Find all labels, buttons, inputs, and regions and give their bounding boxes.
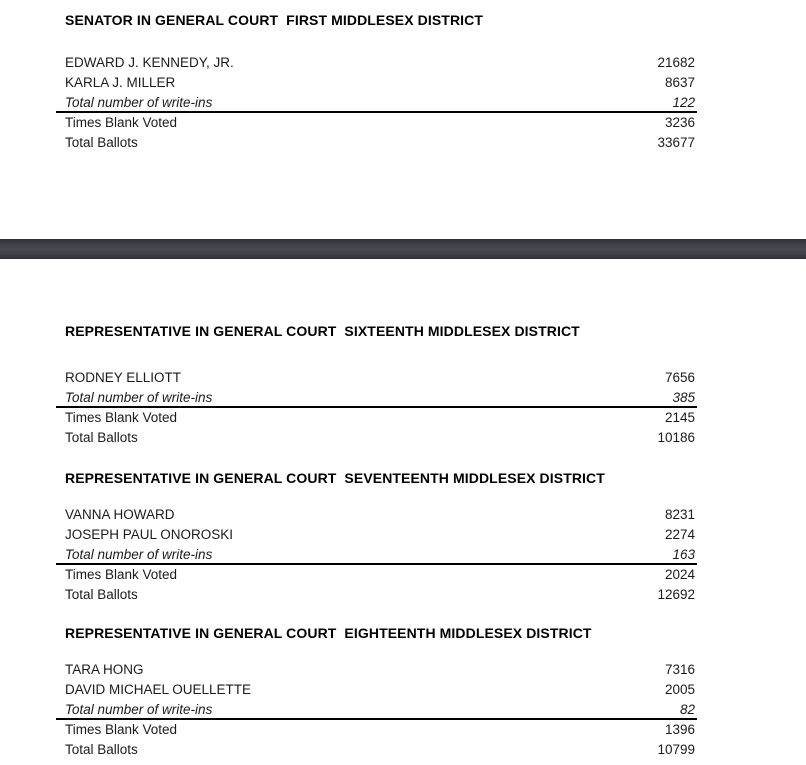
vote-count: 2274 [664, 527, 695, 542]
write-ins-row [56, 93, 697, 113]
candidate-name: JOSEPH PAUL ONOROSKI [65, 527, 234, 542]
pdf-page-1 [0, 0, 806, 239]
page-break-separator [0, 239, 806, 259]
total-ballots-row [56, 133, 697, 153]
total-ballots-label: Total Ballots [65, 587, 138, 602]
vote-count: 7316 [664, 662, 695, 677]
result-row [56, 505, 697, 525]
blank-voted-row [56, 720, 697, 740]
contest-section-senator [56, 0, 697, 153]
vote-count: 163 [672, 547, 695, 562]
total-ballots-row [56, 740, 697, 760]
vote-count: 2145 [664, 410, 695, 425]
candidate-name: EDWARD J. KENNEDY, JR. [65, 55, 234, 70]
contest-title: REPRESENTATIVE IN GENERAL COURT EIGHTEENTH MIDDLESEX DISTRICT [65, 625, 592, 641]
write-ins-row [56, 545, 697, 565]
total-ballots-row [56, 428, 697, 448]
vote-count: 21682 [657, 55, 695, 70]
write-ins-row [56, 700, 697, 720]
write-ins-label: Total number of write-ins [65, 547, 213, 562]
blank-voted-label: Times Blank Voted [65, 722, 178, 737]
total-ballots-label: Total Ballots [65, 742, 138, 757]
contest-title: SENATOR IN GENERAL COURT FIRST MIDDLESEX DISTRICT [65, 12, 484, 28]
total-ballots-label: Total Ballots [65, 430, 138, 445]
blank-voted-label: Times Blank Voted [65, 115, 178, 130]
vote-count: 122 [672, 95, 695, 110]
results-table [56, 53, 697, 153]
write-ins-label: Total number of write-ins [65, 390, 213, 405]
contest-title: REPRESENTATIVE IN GENERAL COURT SEVENTEENTH MIDDLESEX DISTRICT [65, 470, 605, 486]
result-row [56, 368, 697, 388]
total-ballots-label: Total Ballots [65, 135, 138, 150]
write-ins-label: Total number of write-ins [65, 95, 213, 110]
blank-voted-label: Times Blank Voted [65, 567, 178, 582]
results-table [56, 660, 697, 760]
blank-voted-row [56, 565, 697, 585]
candidate-name: TARA HONG [65, 662, 144, 677]
candidate-name: KARLA J. MILLER [65, 75, 176, 90]
contest-section-rep-17 [56, 448, 697, 605]
vote-count: 7656 [664, 370, 695, 385]
vote-count: 33677 [657, 135, 695, 150]
blank-voted-row [56, 113, 697, 133]
write-ins-label: Total number of write-ins [65, 702, 213, 717]
pdf-page-2 [0, 259, 806, 765]
vote-count: 82 [679, 702, 695, 717]
total-ballots-row [56, 585, 697, 605]
candidate-name: RODNEY ELLIOTT [65, 370, 182, 385]
result-row [56, 73, 697, 93]
vote-count: 385 [672, 390, 695, 405]
blank-voted-label: Times Blank Voted [65, 410, 178, 425]
vote-count: 3236 [664, 115, 695, 130]
candidate-name: VANNA HOWARD [65, 507, 175, 522]
vote-count: 8231 [664, 507, 695, 522]
result-row [56, 525, 697, 545]
candidate-name: DAVID MICHAEL OUELLETTE [65, 682, 252, 697]
contest-section-rep-18 [56, 605, 697, 760]
results-table [56, 505, 697, 605]
results-table [56, 368, 697, 448]
contest-title: REPRESENTATIVE IN GENERAL COURT SIXTEENTH MIDDLESEX DISTRICT [65, 323, 580, 339]
result-row [56, 660, 697, 680]
write-ins-row [56, 388, 697, 408]
blank-voted-row [56, 408, 697, 428]
result-row [56, 680, 697, 700]
vote-count: 2024 [664, 567, 695, 582]
vote-count: 10186 [657, 430, 695, 445]
vote-count: 1396 [664, 722, 695, 737]
vote-count: 8637 [664, 75, 695, 90]
vote-count: 2005 [664, 682, 695, 697]
contest-section-rep-16 [56, 259, 697, 448]
result-row [56, 53, 697, 73]
vote-count: 10799 [657, 742, 695, 757]
vote-count: 12692 [657, 587, 695, 602]
